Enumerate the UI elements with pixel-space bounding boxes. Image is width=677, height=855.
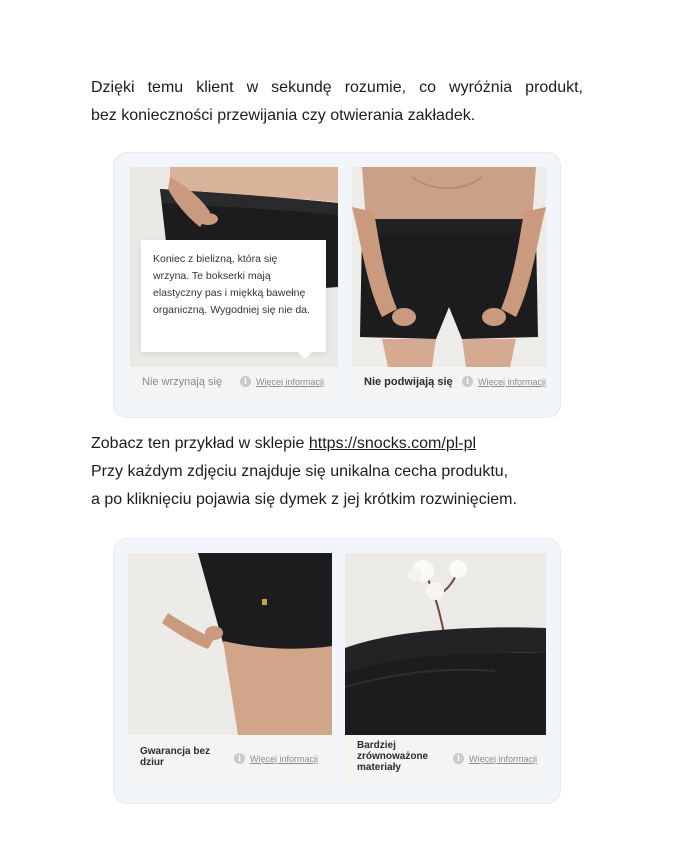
more-info-3[interactable]: [234, 753, 318, 764]
info-icon: i: [240, 376, 251, 387]
product-panel-4[interactable]: [345, 553, 546, 785]
store-link[interactable]: https://snocks.com/pl-pl: [308, 435, 477, 452]
panel-caption-2: [352, 367, 546, 397]
example-line-3: a po kliknięciu pojawia się dymek z jej krótkim rozwinięciem.: [91, 491, 517, 508]
info-icon: i: [462, 376, 473, 387]
product-photo-leg: [128, 553, 332, 735]
caption-label-4: Bardziej zrównoważone materiały: [357, 740, 429, 773]
example-paragraph: [91, 430, 583, 514]
info-icon: i: [453, 753, 464, 764]
panel-caption-1: [130, 367, 338, 397]
product-panel-2[interactable]: [352, 167, 546, 397]
intro-paragraph: [91, 74, 583, 130]
caption-label-1: Nie wrzynają się: [142, 376, 223, 388]
more-info-link-2[interactable]: Więcej informacji: [478, 376, 546, 387]
more-info-link-3[interactable]: Więcej informacji: [250, 753, 319, 764]
example-line-2: Przy każdym zdjęciu znajduje się unikalna cecha produktu,: [91, 463, 509, 480]
product-panel-3[interactable]: [128, 553, 332, 785]
caption-label-2: Nie podwijają się: [364, 376, 453, 388]
feature-tooltip: [141, 240, 326, 352]
product-photo-front: [352, 167, 546, 367]
more-info-1[interactable]: [240, 376, 324, 387]
product-photo-cotton: [345, 553, 546, 735]
more-info-4[interactable]: [453, 753, 537, 764]
intro-line-1: Dzięki temu klient w sekundę rozumie, co wyróżnia produkt,: [91, 79, 583, 96]
more-info-link-1[interactable]: Więcej informacji: [256, 376, 325, 387]
more-info-link-4[interactable]: Więcej informacji: [469, 753, 538, 764]
intro-line-2: bez konieczności przewijania czy otwierania zakładek.: [91, 107, 476, 124]
example-line-1: [91, 430, 583, 458]
panel-caption-3: [128, 735, 332, 785]
example-prefix: Zobacz ten przykład w sklepie: [91, 435, 309, 452]
more-info-2[interactable]: [462, 376, 546, 387]
info-icon: i: [234, 753, 245, 764]
panel-caption-4: [345, 735, 546, 785]
tooltip-text: Koniec z bielizną, która się wrzyna. Te bokserki mają elastyczny pas i miękką bawełnę organiczną. Wygodniej się nie da.: [153, 253, 310, 316]
caption-label-3: Gwarancja bez dziur: [140, 746, 211, 768]
